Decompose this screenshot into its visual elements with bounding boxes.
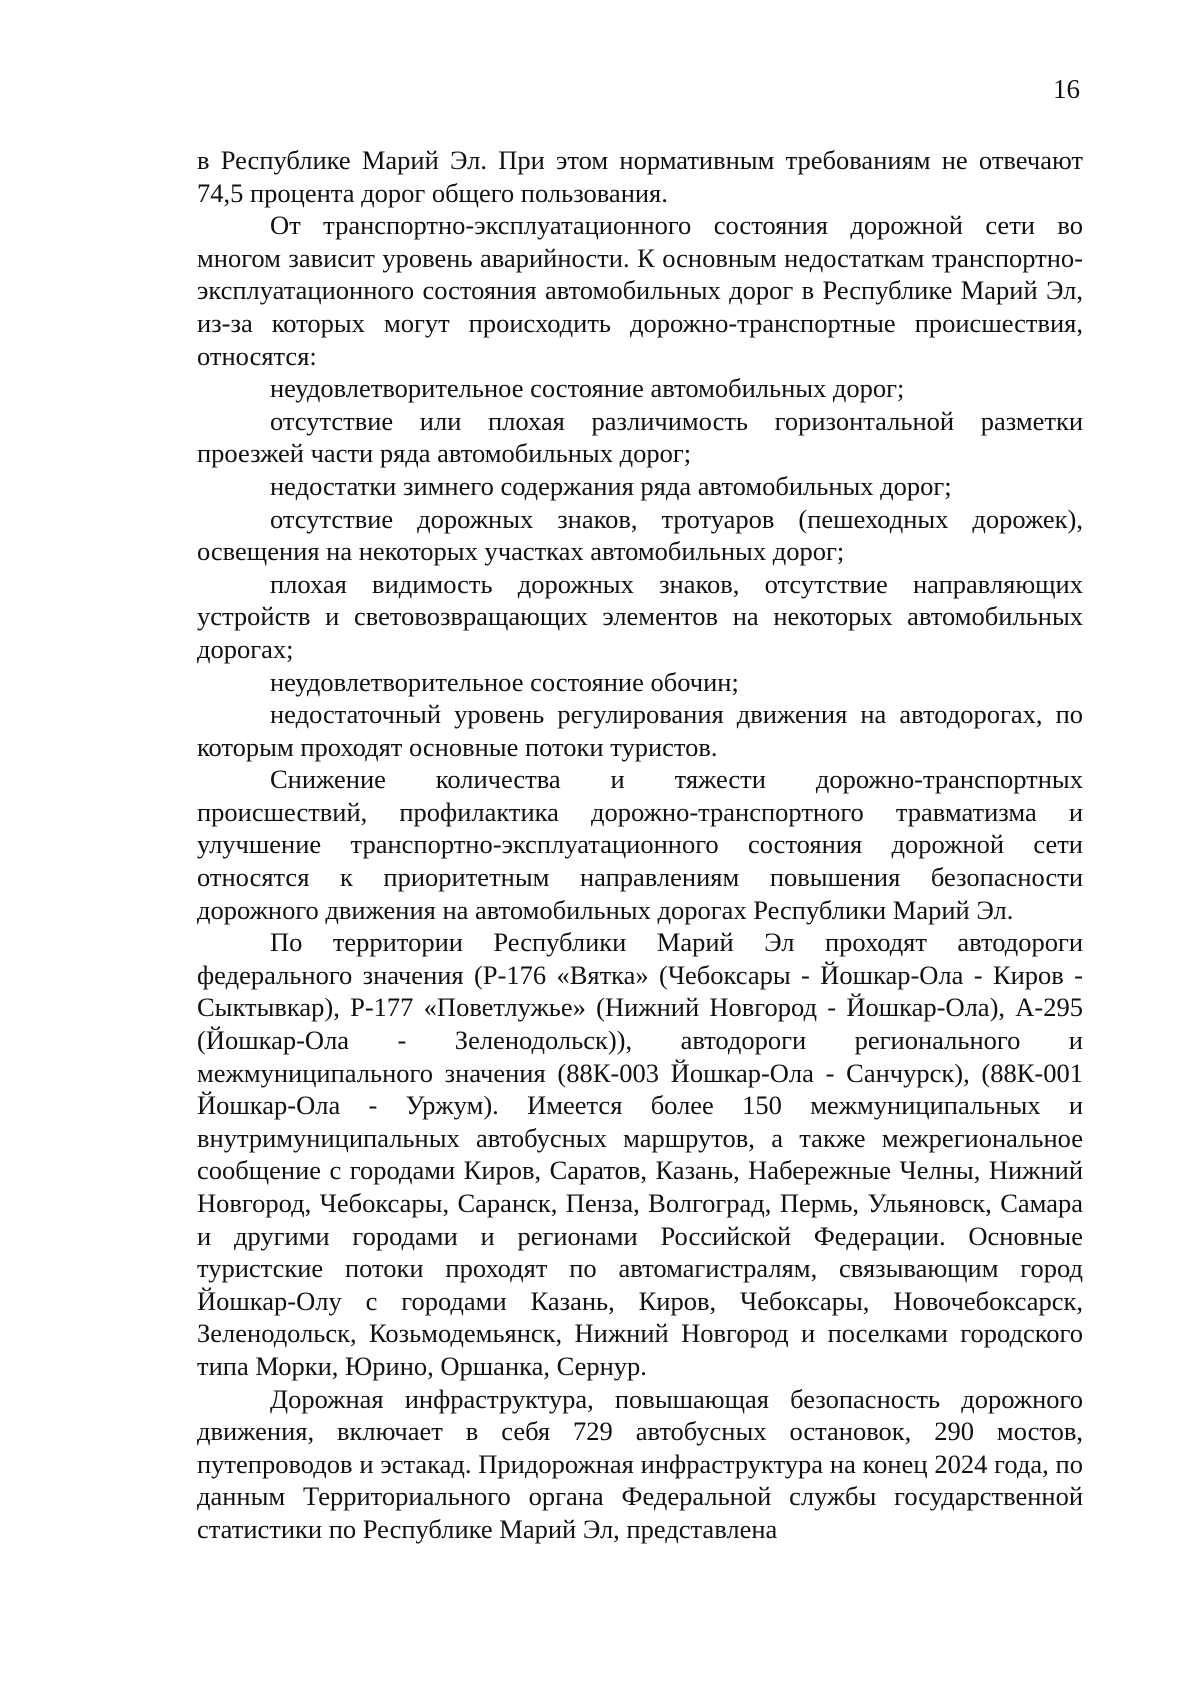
list-item: отсутствие или плохая различимость горизонтальной разметки проезжей части ряда автомобильных дорог; [197,405,1083,469]
paragraph: По территории Республики Марий Эл проходят автодороги федерального значения (Р-176 «Вятка» (Чебоксары - Йошкар-Ола - Киров - Сыктывкар), Р-177 «Поветлужье» (Нижний Новгород - Йошкар-Ола), А-295 (Йошкар-Ола - Зеленодольск)), автодороги регионального и межмуниципального значения (88К-003 Йошкар-Ола - Санчурск), (88К-001 Йошкар-Ола - Уржум). Имеется более 150 межмуниципальных и внутримуниципальных автобусных маршрутов, а также межрегиональное сообщение с городами Киров, Саратов, Казань, Набережные Челны, Нижний Новгород, Чебоксары, Саранск, Пенза, Волгоград, Пермь, Ульяновск, Самара и другими городами и регионами Российской Федерации. Основные туристские потоки проходят по автомагистралям, связывающим город Йошкар-Олу с городами Казань, Киров, Чебоксары, Новочебоксарск, Зеленодольск, Козьмодемьянск, Нижний Новгород и поселками городского типа Морки, Юрино, Оршанка, Сернур. [197,927,1083,1381]
list-item: плохая видимость дорожных знаков, отсутствие направляющих устройств и световозвращающих элементов на некоторых автомобильных дорогах; [197,568,1083,664]
list-item: недостатки зимнего содержания ряда автомобильных дорог; [270,470,952,501]
paragraph: Снижение количества и тяжести дорожно-транспортных происшествий, профилактика дорожно-транспортного травматизма и улучшение транспортно-эксплуатационного состояния дорожной сети относятся к приоритетным направлениям повышения безопасности дорожного движения на автомобильных дорогах Республики Марий Эл. [197,764,1083,925]
document-body [197,144,1083,1546]
paragraph: Дорожная инфраструктура, повышающая безопасность дорожного движения, включает в себя 729 автобусных остановок, 290 мостов, путепроводов и эстакад. Придорожная инфраструктура на конец 2024 года, по данным Территориального органа Федеральной службы государственной статистики по Республике Марий Эл, представлена [197,1383,1083,1544]
list-item: отсутствие дорожных знаков, тротуаров (пешеходных дорожек), освещения на некоторых участках автомобильных дорог; [197,503,1083,567]
list-item: неудовлетворительное состояние автомобильных дорог; [270,373,905,404]
list-item: неудовлетворительное состояние обочин; [270,666,739,697]
paragraph: От транспортно-эксплуатационного состояния дорожной сети во многом зависит уровень аварийности. К основным недостаткам транспортно-эксплуатационного состояния автомобильных дорог в Республике Марий Эл, из-за которых могут происходить дорожно-транспортные происшествия, относятся: [197,210,1083,371]
paragraph: в Республике Марий Эл. При этом нормативным требованиям не отвечают 74,5 процента дорог общего пользования. [197,145,1083,208]
page-number: 16 [1053,74,1080,104]
list-item: недостаточный уровень регулирования движения на автодорогах, по которым проходят основные потоки туристов. [197,699,1083,762]
